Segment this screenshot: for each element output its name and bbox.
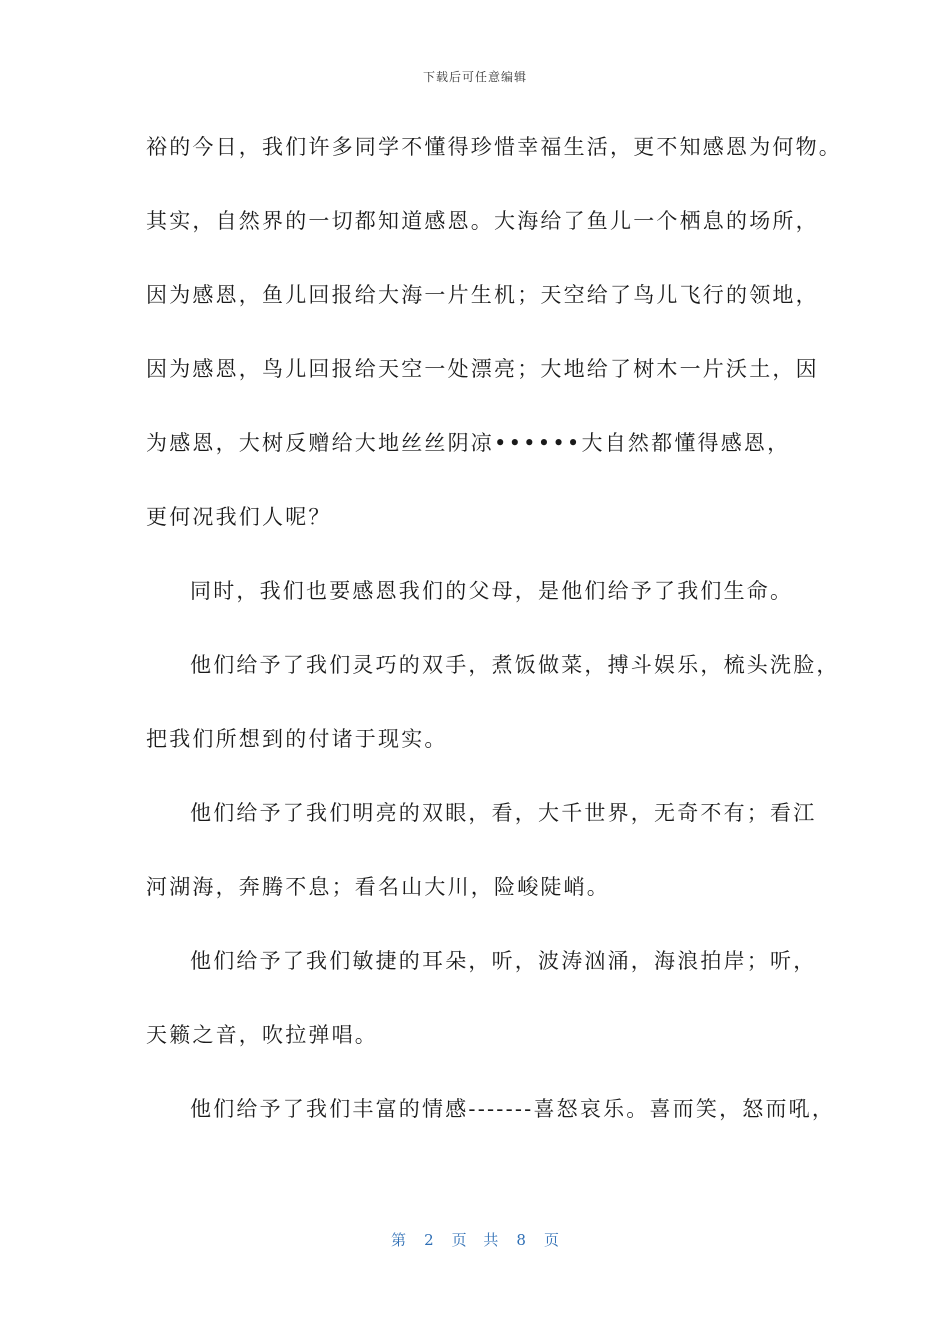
text-line: 为感恩，大树反赠给大地丝丝阴凉••••••大自然都懂得感恩， xyxy=(146,431,791,455)
text-line: 河湖海，奔腾不息；看名山大川，险峻陡峭。 xyxy=(146,875,610,899)
paragraph-start-line: 他们给予了我们灵巧的双手，煮饭做菜，搏斗娱乐，梳头洗脸， xyxy=(190,653,840,677)
page-footer xyxy=(0,1229,950,1250)
document-body xyxy=(146,129,842,1165)
paragraph-start-line: 他们给予了我们丰富的情感-------喜怒哀乐。喜而笑，怒而吼， xyxy=(190,1097,836,1121)
paragraph-start-line: 同时，我们也要感恩我们的父母，是他们给予了我们生命。 xyxy=(190,579,794,603)
text-line: 天籁之音，吹拉弹唱。 xyxy=(146,1023,378,1047)
text-line: 因为感恩，鱼儿回报给大海一片生机；天空给了鸟儿飞行的领地， xyxy=(146,283,819,307)
page-header-note: 下载后可任意编辑 xyxy=(422,70,527,84)
page-label: 第 xyxy=(391,1231,407,1249)
page-number: 2 xyxy=(424,1231,434,1249)
text-line: 把我们所想到的付诸于现实。 xyxy=(146,727,448,751)
paragraph-start-line: 他们给予了我们敏捷的耳朵，听，波涛汹涌，海浪拍岸；听， xyxy=(190,949,817,973)
page-mid-label: 页 共 xyxy=(451,1231,499,1249)
page-end-label: 页 xyxy=(543,1231,559,1249)
paragraph-start-line: 他们给予了我们明亮的双眼，看，大千世界，无奇不有；看江 xyxy=(190,801,817,825)
text-line: 其实，自然界的一切都知道感恩。大海给了鱼儿一个栖息的场所， xyxy=(146,209,819,233)
text-line: 裕的今日，我们许多同学不懂得珍惜幸福生活，更不知感恩为何物。 xyxy=(146,135,842,159)
text-line: 更何况我们人呢？ xyxy=(146,505,332,529)
page-total: 8 xyxy=(516,1231,526,1249)
text-line: 因为感恩，鸟儿回报给天空一处漂亮；大地给了树木一片沃土，因 xyxy=(146,357,819,381)
